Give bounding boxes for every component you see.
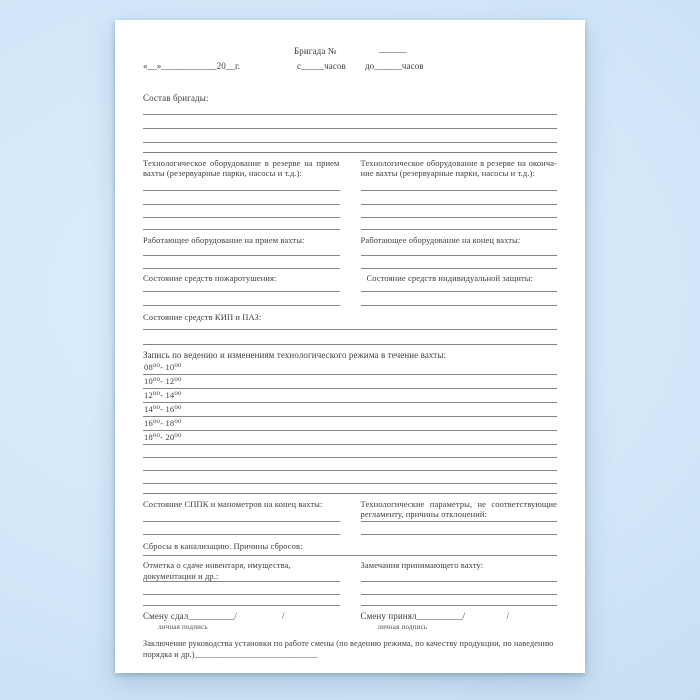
ruled-line bbox=[143, 204, 340, 205]
time-slot-label: 12⁰⁰- 14⁰⁰ bbox=[144, 389, 182, 400]
reserve-equipment-start-label: Технологическое оборудование в резерве на прием вахты (резервуарные парки, насосы и т.д.): bbox=[143, 157, 340, 178]
hours-to-blank: до______часов bbox=[365, 61, 424, 71]
ruled-line bbox=[361, 255, 558, 256]
time-slot-label: 14⁰⁰- 16⁰⁰ bbox=[144, 403, 182, 414]
crew-section-label: Состав бригады: bbox=[143, 93, 209, 103]
ruled-line bbox=[361, 229, 558, 230]
brigade-number-label: Бригада № bbox=[294, 46, 337, 56]
time-slot-label: 08⁰⁰- 10⁰⁰ bbox=[144, 361, 182, 372]
ruled-line bbox=[143, 344, 557, 345]
shift-log-time-row bbox=[143, 389, 557, 403]
signature-slash: / bbox=[282, 611, 285, 621]
ruled-line bbox=[361, 190, 558, 191]
signature-captions-row bbox=[143, 623, 557, 631]
shift-log-time-row bbox=[143, 403, 557, 417]
sewage-label: Сбросы в канализацию. Причины сбросов: bbox=[143, 540, 303, 551]
ruled-line bbox=[143, 255, 340, 256]
ruled-line bbox=[143, 114, 557, 115]
remarks-label: Замечания принимающего вахту: bbox=[360, 560, 484, 570]
time-slot-label: 10⁰⁰- 12⁰⁰ bbox=[144, 375, 182, 386]
ruled-line bbox=[361, 605, 558, 606]
shift-log-form-sheet bbox=[115, 20, 585, 673]
ruled-line bbox=[143, 594, 340, 595]
fire-equipment-label: Состояние средств пожаротушения: bbox=[143, 273, 277, 283]
shift-log-time-row bbox=[143, 375, 557, 389]
shift-accepted-cell bbox=[361, 611, 558, 623]
form-header bbox=[143, 20, 557, 76]
safety-means-labels bbox=[143, 273, 557, 284]
shift-handed-over-cell bbox=[143, 611, 340, 623]
instrumentation-label: Состояние средств КИП и ПАЗ: bbox=[143, 311, 262, 322]
shift-handed-over-blank: Смену сдал__________/ bbox=[143, 611, 237, 621]
ruled-line bbox=[361, 521, 558, 522]
shift-log-time-row bbox=[143, 417, 557, 431]
ruled-line bbox=[143, 470, 557, 471]
ruled-line bbox=[361, 268, 558, 269]
ruled-line bbox=[143, 217, 340, 218]
ruled-line bbox=[361, 291, 558, 292]
sppk-cell bbox=[143, 499, 340, 535]
handover-row bbox=[143, 560, 557, 606]
ruled-line bbox=[143, 268, 340, 269]
signature-slash: / bbox=[506, 611, 510, 621]
remarks-cell bbox=[361, 560, 558, 606]
personal-signature-caption: личная подпись bbox=[158, 623, 208, 631]
shift-accepted-blank: Смену принял__________/ bbox=[360, 611, 466, 621]
working-equipment-labels bbox=[143, 235, 557, 246]
ruled-line bbox=[143, 291, 340, 292]
signatures-row bbox=[143, 611, 557, 623]
inventory-label: Отметка о сдаче инвентаря, имущества, документации и др.: bbox=[143, 560, 291, 581]
time-slot-label: 18⁰⁰- 20⁰⁰ bbox=[144, 431, 182, 442]
ruled-line bbox=[143, 457, 557, 458]
ruled-line bbox=[143, 521, 340, 522]
ruled-line bbox=[361, 581, 558, 582]
ruled-line bbox=[143, 229, 340, 230]
parameters-label: Технологические параметры, не соответствующие регламенту, причины отклонений: bbox=[360, 498, 557, 519]
ruled-line bbox=[143, 305, 340, 306]
reserve-equipment-end-label: Технологическое оборудование в резерве на оконча-ние вахты (резервуарные парки, насосы и т.д.): bbox=[360, 157, 557, 178]
hours-from-blank: с_____часов bbox=[297, 61, 346, 71]
working-equipment-end-label: Работающее оборудование на конец вахты: bbox=[360, 234, 521, 245]
ruled-line bbox=[361, 305, 558, 306]
personal-protection-label: Состояние средств индивидуальной защиты: bbox=[366, 273, 534, 283]
time-slot-label: 16⁰⁰- 18⁰⁰ bbox=[144, 417, 182, 428]
section-divider-line bbox=[143, 152, 557, 153]
ruled-line bbox=[143, 483, 557, 484]
ruled-line bbox=[143, 605, 340, 606]
management-conclusion-text: Заключение руководства установки по работе смены (по ведению режима, по качеству продукции, по наведению порядка и др.)_____________________________ bbox=[143, 639, 554, 659]
date-blank: «__»____________20__г. bbox=[143, 61, 241, 71]
ruled-line bbox=[143, 534, 340, 535]
shift-log-label: Запись по ведению и изменениям технологического режима в течение вахты: bbox=[143, 350, 447, 360]
shift-log-time-row bbox=[143, 361, 557, 375]
end-of-shift-row bbox=[143, 499, 557, 535]
ruled-line bbox=[143, 190, 340, 191]
ruled-line bbox=[143, 555, 557, 556]
shift-log-time-row bbox=[143, 431, 557, 445]
ruled-line bbox=[361, 217, 558, 218]
ruled-line bbox=[143, 329, 557, 330]
personal-signature-caption: личная подпись bbox=[377, 623, 428, 631]
inventory-cell bbox=[143, 560, 340, 606]
ruled-line bbox=[361, 534, 558, 535]
section-divider-line bbox=[143, 493, 557, 494]
working-equipment-start-label: Работающее оборудование на прием вахты: bbox=[143, 234, 305, 245]
parameters-cell bbox=[361, 499, 558, 535]
brigade-number-blank: ______ bbox=[379, 44, 407, 54]
shift-log-time-rows bbox=[143, 361, 557, 445]
ruled-line bbox=[143, 581, 340, 582]
reserve-equipment-labels bbox=[143, 158, 557, 179]
ruled-line bbox=[361, 594, 558, 595]
ruled-line bbox=[143, 128, 557, 129]
ruled-line bbox=[143, 142, 557, 143]
sppk-label: Состояние СППК и манометров на конец вахты: bbox=[143, 498, 323, 509]
ruled-line bbox=[361, 204, 558, 205]
